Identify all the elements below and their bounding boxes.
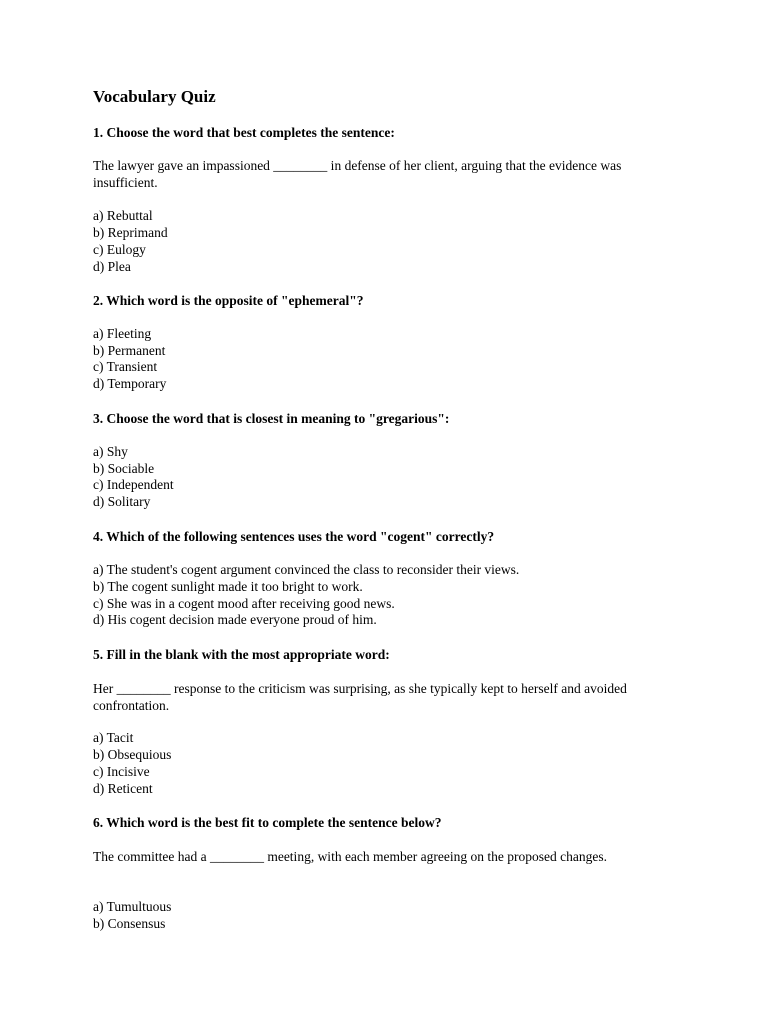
- question-5-sentence: Her ________ response to the criticism was surprising, as she typically kept to herself and avoided confrontation.: [93, 681, 627, 713]
- question-1-option-d: d) Plea: [93, 259, 131, 274]
- question-4-option-c: c) She was in a cogent mood after receiving good news.: [93, 596, 395, 611]
- question-3-prompt: 3. Choose the word that is closest in meaning to "gregarious":: [93, 411, 450, 426]
- question-2-option-b: b) Permanent: [93, 343, 166, 358]
- page-title: Vocabulary Quiz: [93, 87, 216, 106]
- question-5-option-c: c) Incisive: [93, 764, 150, 779]
- question-5-option-d: d) Reticent: [93, 781, 153, 796]
- question-2-option-c: c) Transient: [93, 359, 158, 374]
- question-3-option-a: a) Shy: [93, 444, 128, 459]
- question-6-prompt: 6. Which word is the best fit to complete the sentence below?: [93, 815, 442, 830]
- question-3-option-b: b) Sociable: [93, 461, 155, 476]
- question-3-option-d: d) Solitary: [93, 494, 151, 509]
- question-6-option-b: b) Consensus: [93, 916, 166, 931]
- question-5-option-a: a) Tacit: [93, 730, 134, 745]
- question-1-prompt: 1. Choose the word that best completes the sentence:: [93, 125, 395, 140]
- question-1-option-b: b) Reprimand: [93, 225, 168, 240]
- question-3-option-c: c) Independent: [93, 477, 174, 492]
- question-1-sentence: The lawyer gave an impassioned ________ in defense of her client, arguing that the evidence was insufficient.: [93, 158, 622, 190]
- question-2-option-d: d) Temporary: [93, 376, 167, 391]
- question-4-option-b: b) The cogent sunlight made it too bright to work.: [93, 579, 363, 594]
- question-6-sentence: The committee had a ________ meeting, with each member agreeing on the proposed changes.: [93, 849, 607, 864]
- question-1-option-c: c) Eulogy: [93, 242, 146, 257]
- question-2-option-a: a) Fleeting: [93, 326, 152, 341]
- question-5-option-b: b) Obsequious: [93, 747, 172, 762]
- question-5-prompt: 5. Fill in the blank with the most appropriate word:: [93, 647, 390, 662]
- question-4-option-d: d) His cogent decision made everyone proud of him.: [93, 612, 377, 627]
- question-6-option-a: a) Tumultuous: [93, 899, 172, 914]
- question-4-prompt: 4. Which of the following sentences uses the word "cogent" correctly?: [93, 529, 495, 544]
- question-4-option-a: a) The student's cogent argument convinced the class to reconsider their views.: [93, 562, 520, 577]
- question-1-option-a: a) Rebuttal: [93, 208, 153, 223]
- question-2-prompt: 2. Which word is the opposite of "ephemeral"?: [93, 293, 364, 308]
